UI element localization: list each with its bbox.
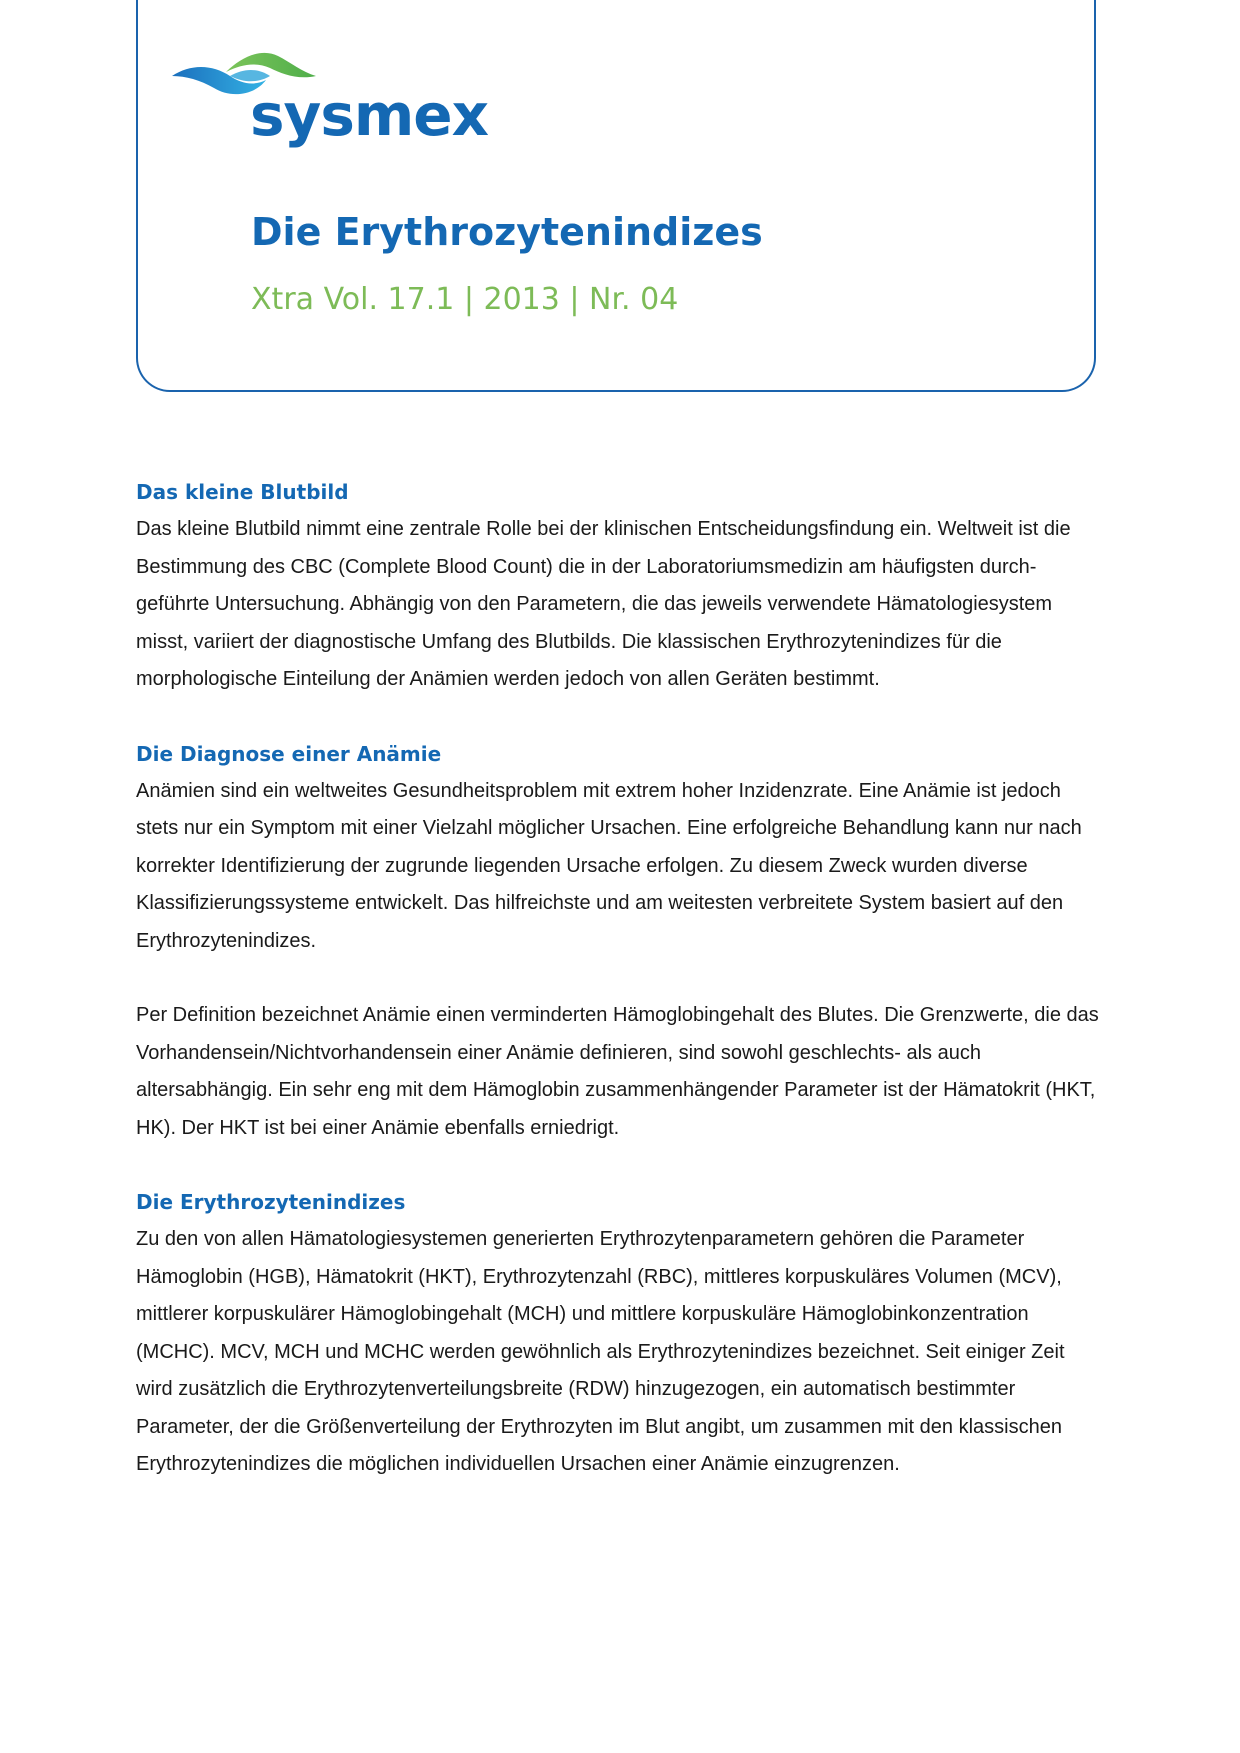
main-content: [136, 474, 1106, 1484]
paragraph: Per Definition bezeichnet Anämie einen verminderten Hämoglobingehalt des Blutes. Die Grenzwerte, die das Vorhandensein/Nichtvorhandensein einer Anämie definieren, sind sowohl geschlechts- als auch altersabhängig. Ein sehr eng mit dem Hämoglobin zusammenhängender Parameter ist der Hämatokrit (HKT, HK). Der HKT ist bei einer Anämie ebenfalls erniedrigt.: [136, 1004, 1099, 1139]
paragraph: Das kleine Blutbild nimmt eine zentrale Rolle bei der klinischen Entscheidungsfindung ein. Weltweit ist die Bestimmung des CBC (Complete Blood Count) die in der Laboratoriumsmedizin am häufigsten durch-geführte Untersuchung. Abhängig von den Parametern, die das jeweils verwendete Hämatologiesystem misst, variiert der diagnostische Umfang des Blutbilds. Die klassischen Erythrozytenindizes für die morphologische Einteilung der Anämien werden jedoch von allen Geräten bestimmt.: [136, 518, 1071, 690]
page-title: Die Erythrozytenindizes: [251, 210, 763, 254]
logo-wordmark: sysmex: [250, 81, 489, 149]
section-erythrozytenindizes: [136, 1184, 1106, 1484]
page-subtitle: Xtra Vol. 17.1 | 2013 | Nr. 04: [251, 282, 679, 317]
section-heading: Die Diagnose einer Anämie: [136, 741, 442, 766]
section-das-kleine-blutbild: [136, 474, 1106, 699]
section-heading: Die Erythrozytenindizes: [136, 1190, 406, 1214]
section-diagnose-anaemie: [136, 736, 1106, 1148]
paragraph: Zu den von allen Hämatologiesystemen generierten Erythrozytenparametern gehören die Parameter Hämoglobin (HGB), Hämatokrit (HKT), Erythrozytenzahl (RBC), mittleres korpuskuläres Volumen (MCV), mittlerer korpuskulärer Hämoglobingehalt (MCH) und mittlere korpuskuläre Hämoglobinkonzentration (MCHC). MCV, MCH und MCHC werden gewöhnlich als Erythrozytenindizes bezeichnet. Seit einiger Zeit wird zusätzlich die Erythrozytenverteilungsbreite (RDW) hinzugezogen, ein automatisch bestimmter Parameter, der die Größenverteilung der Erythrozyten im Blut angibt, um zusammen mit den klassischen Erythrozytenindizes die möglichen individuellen Ursachen einer Anämie einzugrenzen.: [136, 1228, 1065, 1475]
sysmex-logo: [170, 46, 489, 149]
section-heading: Das kleine Blutbild: [136, 480, 349, 504]
paragraph: Anämien sind ein weltweites Gesundheitsproblem mit extrem hoher Inzidenzrate. Eine Anämie ist jedoch stets nur ein Symptom mit einer Vielzahl möglicher Ursachen. Eine erfolgreiche Behandlung kann nur nach korrekter Identifizierung der zugrunde liegenden Ursache erfolgen. Zu diesem Zweck wurden diverse Klassifizierungssysteme entwickelt. Das hilfreichste und am weitesten verbreitete System basiert auf den Erythrozytenindizes.: [136, 779, 1082, 952]
